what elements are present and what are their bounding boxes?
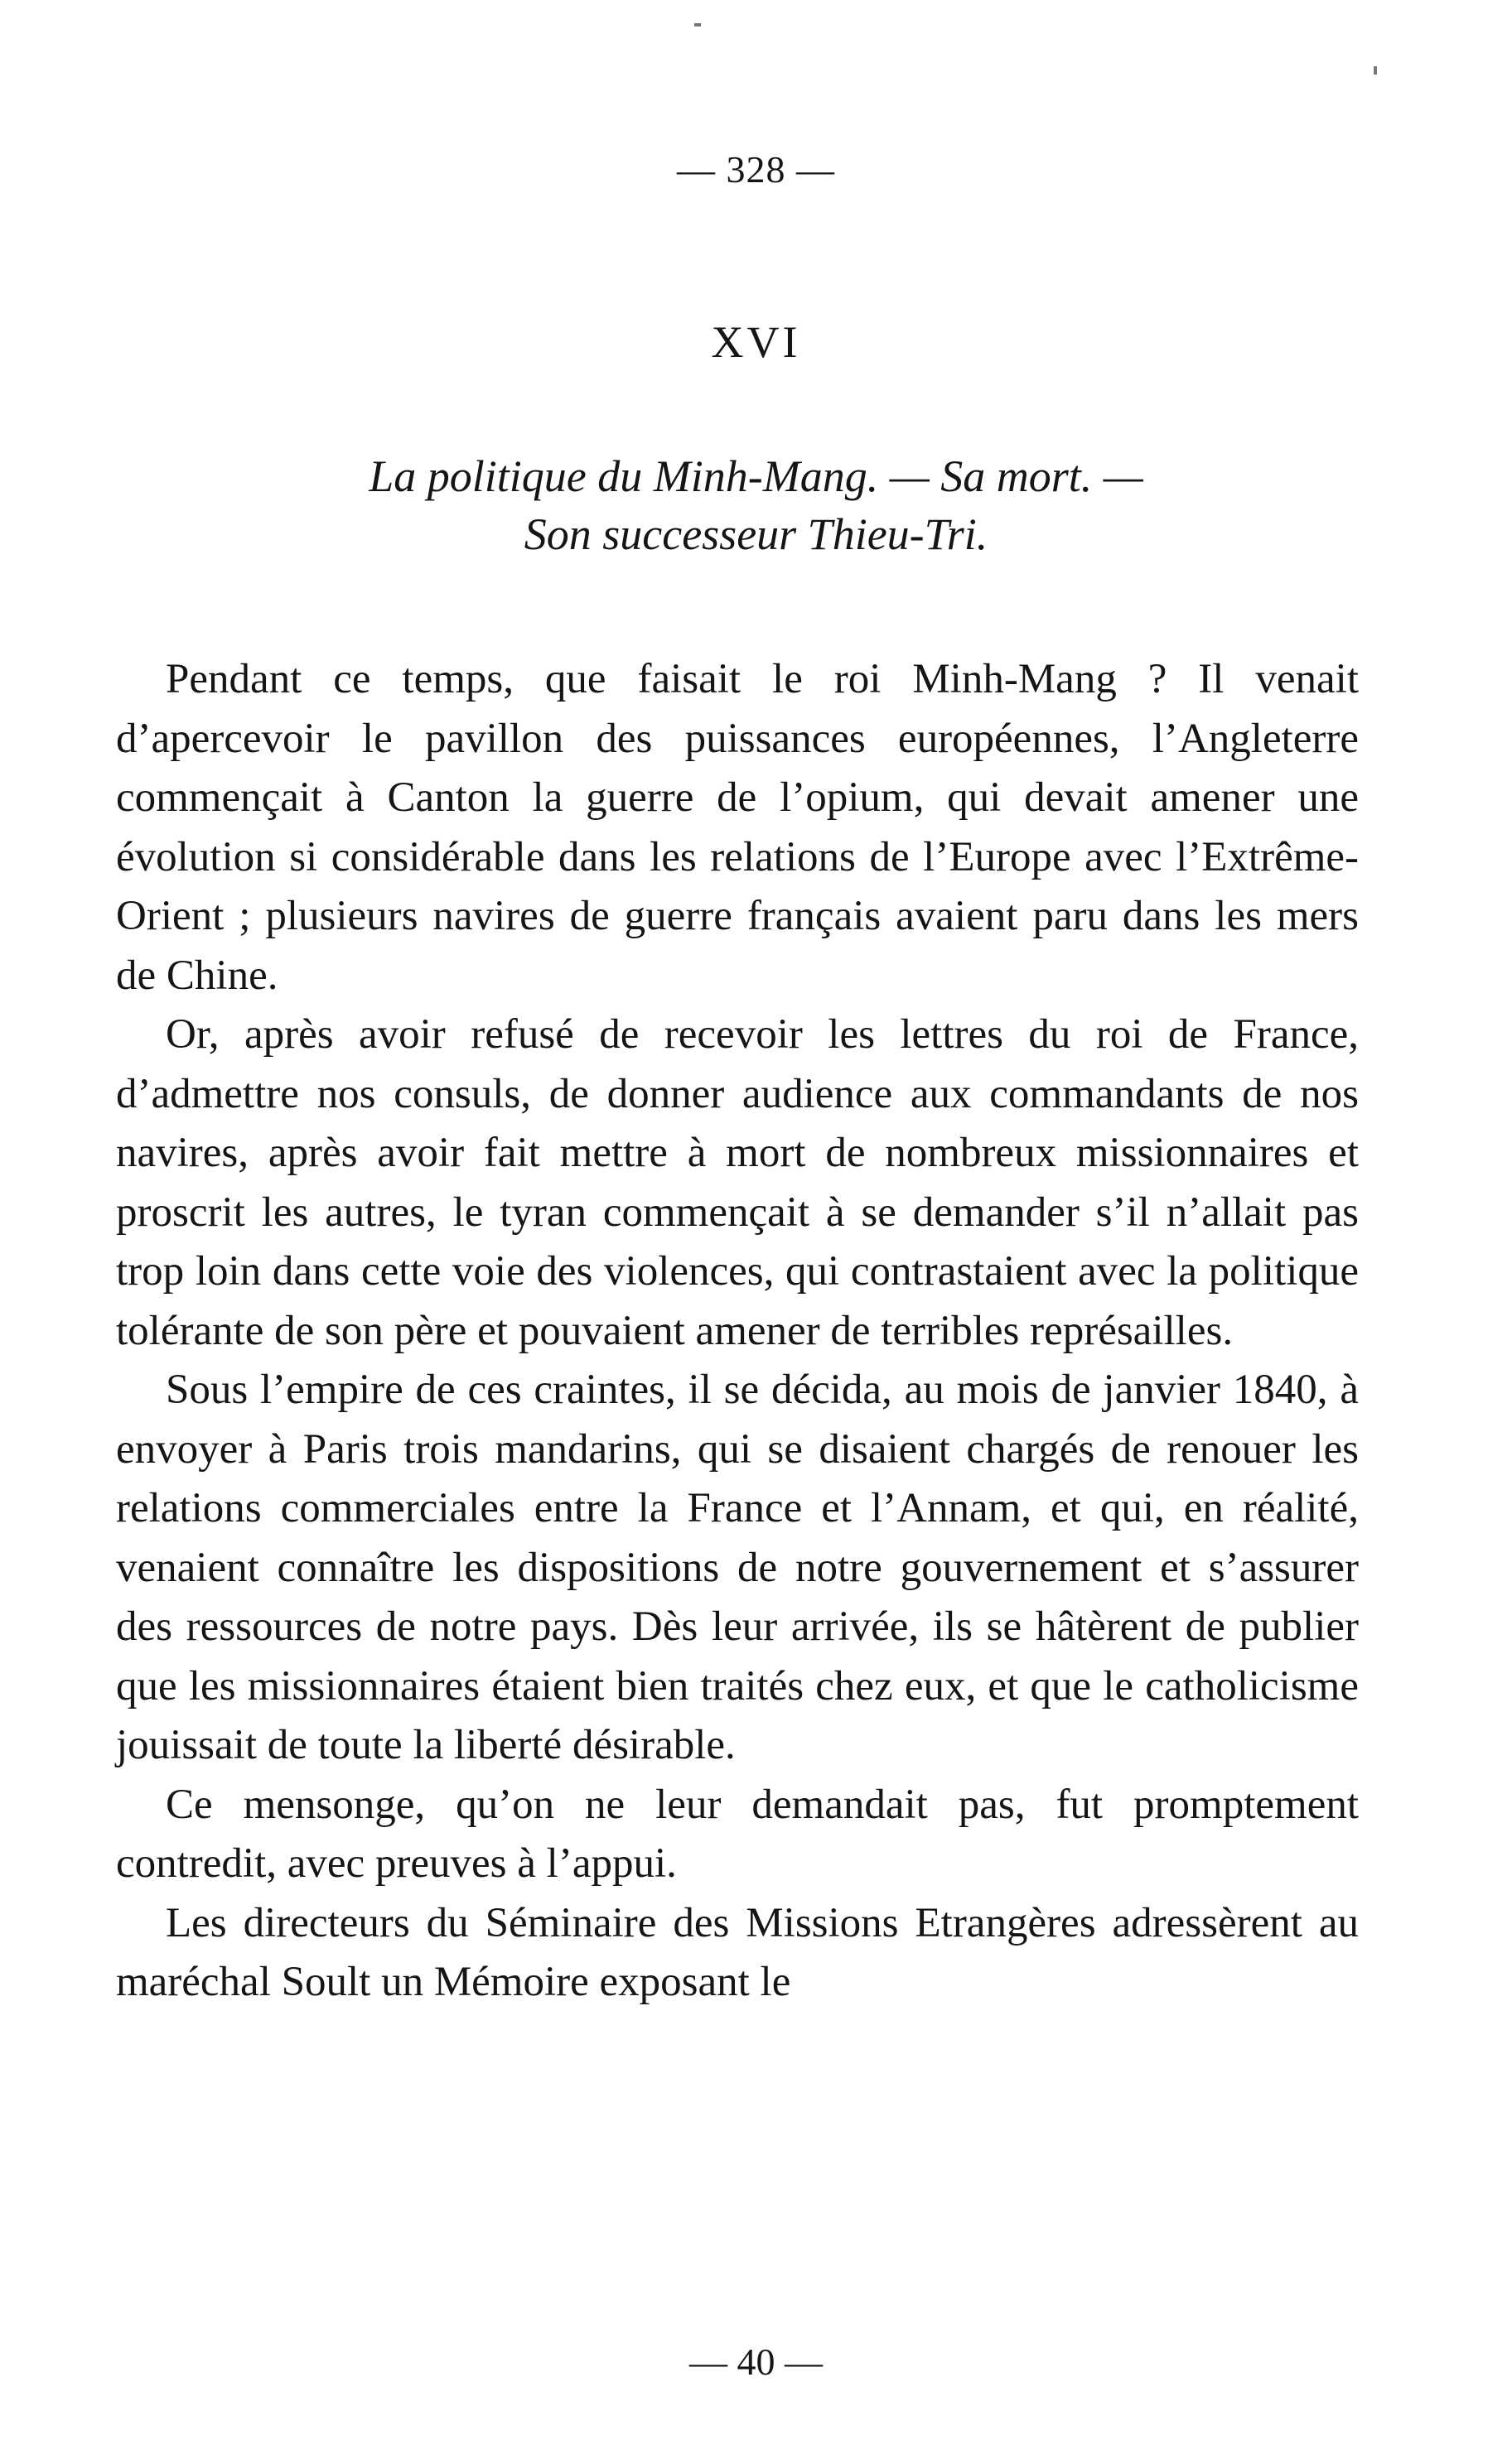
chapter-title-line-2: Son successeur Thieu-Tri. [524,509,988,559]
paragraph-3: Sous l’empire de ces craintes, il se décida, au mois de janvier 1840, à envoyer à Paris trois mandarins, qui se disaient chargés de renouer les relations commerciales entre la France et l’Annam, et qui, en réalité, venaient connaître les dispositions de notre gouvernement et s’assurer des ressources de notre pays. Dès leur arrivée, ils se hâtèrent de publier que les missionnaires étaient bien traités chez eux, et que le catholicisme jouissait de toute la liberté désirable. [116,1367,1359,1768]
chapter-title [0,447,1512,563]
page-number: — 328 — [677,148,835,190]
chapter-number: XVI [711,317,801,367]
scan-speck [1374,66,1377,75]
scan-speck [694,23,701,27]
chapter-title-line-1: La politique du Minh-Mang. — Sa mort. — [369,451,1143,501]
signature-mark: — 40 — [689,2341,823,2383]
body-text [116,650,1359,2013]
paragraph-4: Ce mensonge, qu’on ne leur demandait pas, fut promptement contredit, avec preuves à l’appui. [116,1781,1359,1887]
paragraph-2: Or, après avoir refusé de recevoir les lettres du roi de France, d’admettre nos consuls, de donner audience aux commandants de nos navires, après avoir fait mettre à mort de nombreux missionnaires et proscrit les autres, le tyran commençait à se demander s’il n’allait pas trop loin dans cette voie des violences, qui contrastaient avec la politique tolérante de son père et pouvaient amener de terribles représailles. [116,1011,1359,1354]
paragraph-1: Pendant ce temps, que faisait le roi Minh-Mang ? Il venait d’apercevoir le pavillon des puissances européennes, l’Angleterre commençait à Canton la guerre de l’opium, qui devait amener une évolution si considérable dans les relations de l’Europe avec l’Extrême-Orient ; plusieurs navires de guerre français avaient paru dans les mers de Chine. [116,656,1359,999]
paragraph-5: Les directeurs du Séminaire des Missions Etrangères adressèrent au maréchal Soult un Mémoire exposant le [116,1899,1359,2005]
